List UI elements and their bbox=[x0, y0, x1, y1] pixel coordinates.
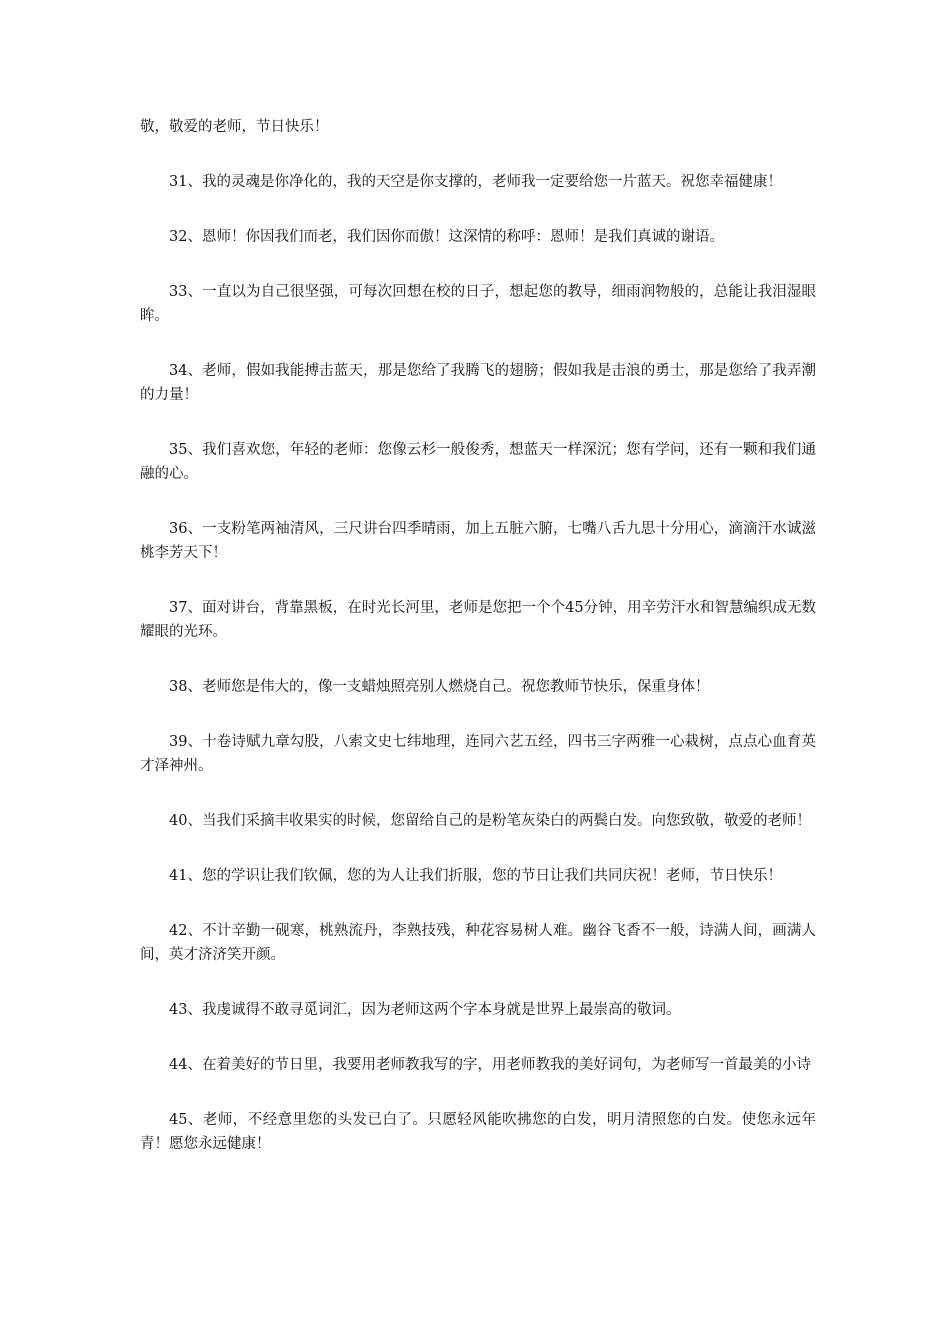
item-43: 43、我虔诚得不敢寻觅词汇，因为老师这两个字本身就是世界上最崇高的敬词。 bbox=[169, 1002, 681, 1018]
item-42: 42、不计辛勤一砚寒，桃熟流丹，李熟技残，种花容易树人难。幽谷飞香不一般，诗满人间，画满人间，英才济济笑开颜。 bbox=[140, 923, 816, 963]
item-41: 41、您的学识让我们钦佩，您的为人让我们折服，您的节日让我们共同庆祝！老师，节日快乐！ bbox=[169, 868, 782, 884]
item-37: 37、面对讲台，背靠黑板，在时光长河里，老师是您把一个个45分钟，用辛劳汗水和智慧编织成无数耀眼的光环。 bbox=[140, 600, 816, 640]
lead-paragraph: 敬，敬爱的老师，节日快乐！ bbox=[140, 119, 329, 135]
document-body bbox=[140, 115, 816, 1187]
item-32: 32、恩师！你因我们而老，我们因你而傲！这深情的称呼：恩师！是我们真诚的谢语。 bbox=[169, 229, 724, 245]
item-33: 33、一直以为自己很坚强，可每次回想在校的日子，想起您的教导，细雨润物般的，总能让我泪湿眼眸。 bbox=[140, 284, 816, 324]
item-36: 36、一支粉笔两袖清风，三尺讲台四季晴雨，加上五脏六腑，七嘴八舌九思十分用心，滴滴汗水诚滋桃李芳天下！ bbox=[140, 521, 816, 561]
item-39: 39、十卷诗赋九章勾股，八索文史七纬地理，连同六艺五经，四书三字两雅一心栽树，点点心血育英才泽神州。 bbox=[140, 734, 816, 774]
item-34: 34、老师，假如我能搏击蓝天，那是您给了我腾飞的翅膀；假如我是击浪的勇士，那是您给了我弄潮的力量！ bbox=[140, 363, 816, 403]
item-38: 38、老师您是伟大的，像一支蜡烛照亮别人燃烧自己。祝您教师节快乐，保重身体！ bbox=[169, 679, 710, 695]
item-45: 45、老师，不经意里您的头发已白了。只愿轻风能吹拂您的白发，明月清照您的白发。使您永远年青！愿您永远健康！ bbox=[140, 1112, 816, 1152]
item-35: 35、我们喜欢您，年轻的老师：您像云杉一般俊秀，想蓝天一样深沉；您有学问，还有一颗和我们通融的心。 bbox=[140, 442, 816, 482]
item-40: 40、当我们采摘丰收果实的时候，您留给自己的是粉笔灰染白的两鬓白发。向您致敬，敬爱的老师！ bbox=[169, 813, 811, 829]
item-44: 44、在着美好的节日里，我要用老师教我写的字，用老师教我的美好词句，为老师写一首最美的小诗 bbox=[169, 1057, 811, 1073]
item-31: 31、我的灵魂是你净化的，我的天空是你支撑的，老师我一定要给您一片蓝天。祝您幸福健康！ bbox=[169, 174, 782, 190]
